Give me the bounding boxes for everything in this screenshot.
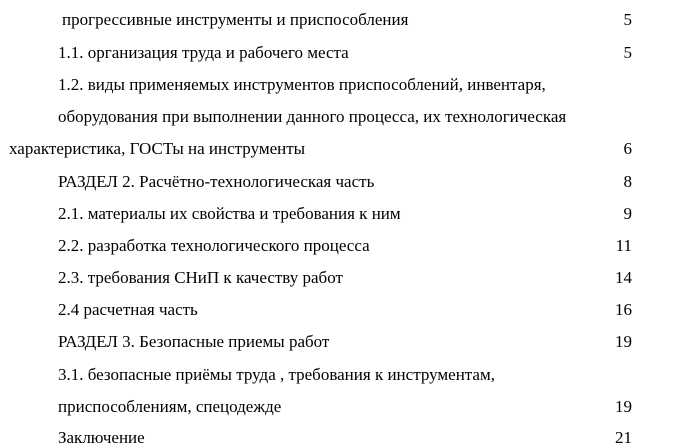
- toc-entry-text: приспособлениям, спецодежде: [58, 397, 282, 416]
- toc-entry-page: 5: [623, 43, 632, 62]
- toc-entry-text: оборудования при выполнении данного процесса, их технологическая: [58, 107, 567, 126]
- toc-entry-text: РАЗДЕЛ 3. Безопасные приемы работ: [58, 332, 330, 351]
- toc-entry-text: характеристика, ГОСТы на инструменты: [9, 139, 306, 158]
- toc-entry-text: 2.3. требования СНиП к качеству работ: [58, 268, 343, 287]
- toc-entry-page: 6: [623, 139, 632, 158]
- toc-entry-text: РАЗДЕЛ 2. Расчётно-технологическая часть: [58, 172, 375, 191]
- toc-entry-page: 9: [623, 204, 632, 223]
- toc-entry-page: 11: [615, 236, 632, 255]
- toc-entry-text: 3.1. безопасные приёмы труда , требования к инструментам,: [58, 365, 495, 384]
- toc-entry-page: 16: [615, 300, 632, 319]
- toc-entry-page: 21: [615, 428, 632, 447]
- toc-entry-page: 19: [615, 397, 632, 416]
- toc-entry-text: 1.2. виды применяемых инструментов приспособлений, инвентаря,: [58, 75, 546, 94]
- toc-entry-text: 2.1. материалы их свойства и требования к ним: [58, 204, 401, 223]
- toc-entry-page: 5: [623, 10, 632, 29]
- toc-entry-text: 2.2. разработка технологического процесса: [58, 236, 370, 255]
- toc-entry-text: 2.4 расчетная часть: [58, 300, 198, 319]
- toc-entry-page: 14: [615, 268, 632, 287]
- toc-entry-text: прогрессивные инструменты и приспособления: [62, 10, 409, 29]
- toc-entry-text: Заключение: [58, 428, 145, 447]
- toc-entry-page: 8: [623, 172, 632, 191]
- toc-entry-page: 19: [615, 332, 632, 351]
- toc-entry-text: 1.1. организация труда и рабочего места: [58, 43, 349, 62]
